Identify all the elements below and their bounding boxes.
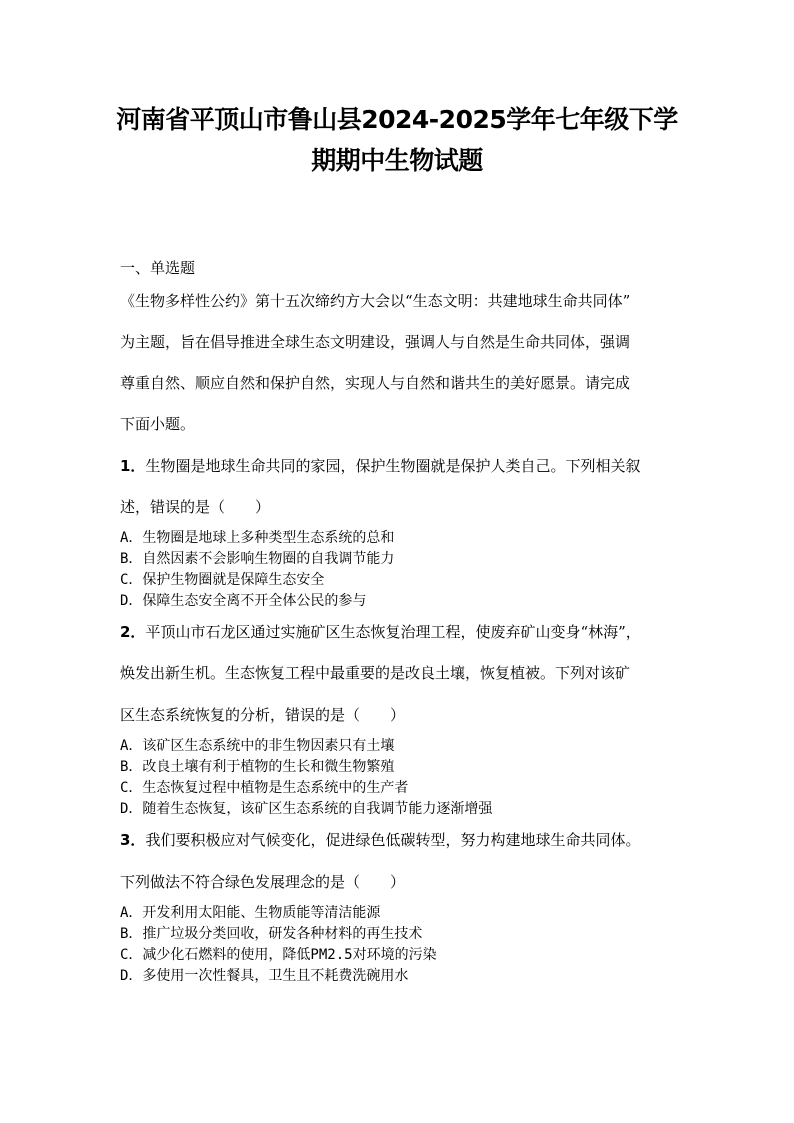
question-3-option-b: B．推广垃圾分类回收，研发各种材料的再生技术	[120, 926, 423, 942]
question-text: 下列做法不符合绿色发展理念的是（ ）	[120, 873, 406, 891]
intro-line: 为主题，旨在倡导推进全球生态文明建设，强调人与自然是生命共同体，强调	[120, 333, 631, 351]
question-3-option-c: C．减少化石燃料的使用，降低PM2.5对环境的污染	[120, 947, 437, 963]
document-title-line-2: 期期中生物试题	[311, 146, 483, 175]
question-1-option-c: C．保护生物圈就是保障生态安全	[120, 572, 325, 588]
question-1-option-b: B．自然因素不会影响生物圈的自我调节能力	[120, 551, 395, 567]
question-3-option-d: D．多使用一次性餐具，卫生且不耗费洗碗用水	[120, 968, 409, 984]
intro-line: 尊重自然、顺应自然和保护自然，实现人与自然和谐共生的美好愿景。请完成	[120, 374, 631, 392]
question-text: 焕发出新生机。生态恢复工程中最重要的是改良土壤，恢复植被。下列对该矿	[120, 664, 631, 682]
question-2-option-a: A．该矿区生态系统中的非生物因素只有土壤	[120, 738, 395, 754]
intro-line: 《生物多样性公约》第十五次缔约方大会以“生态文明：共建地球生命共同体”	[120, 292, 631, 310]
question-1-stem	[120, 457, 640, 475]
question-text: 平顶山市石龙区通过实施矿区生态恢复治理工程，使废弃矿山变身“林海”，	[145, 623, 641, 641]
question-3-stem	[120, 831, 640, 849]
question-number: 2．	[120, 623, 146, 641]
section-heading: 一、单选题	[120, 259, 196, 277]
question-number: 1．	[120, 457, 146, 475]
question-2-stem	[120, 623, 641, 641]
question-text: 生物圈是地球生命共同的家园，保护生物圈就是保护人类自己。下列相关叙	[145, 457, 641, 475]
intro-line: 下面小题。	[120, 415, 196, 433]
question-text: 区生态系统恢复的分析，错误的是（ ）	[120, 706, 406, 724]
document-title-line-1: 河南省平顶山市鲁山县2024-2025学年七年级下学	[116, 105, 678, 134]
question-1-option-d: D．保障生态安全离不开全体公民的参与	[120, 593, 367, 609]
question-text: 述，错误的是（ ）	[120, 498, 271, 516]
question-2-option-d: D．随着生态恢复，该矿区生态系统的自我调节能力逐渐增强	[120, 801, 493, 817]
question-2-option-b: B．改良土壤有利于植物的生长和微生物繁殖	[120, 759, 395, 775]
question-2-option-c: C．生态恢复过程中植物是生态系统中的生产者	[120, 780, 409, 796]
question-text: 我们要积极应对气候变化，促进绿色低碳转型，努力构建地球生命共同体。	[145, 831, 641, 849]
question-3-option-a: A．开发利用太阳能、生物质能等清洁能源	[120, 905, 381, 921]
question-1-option-a: A．生物圈是地球上多种类型生态系统的总和	[120, 530, 395, 546]
question-number: 3．	[120, 831, 146, 849]
